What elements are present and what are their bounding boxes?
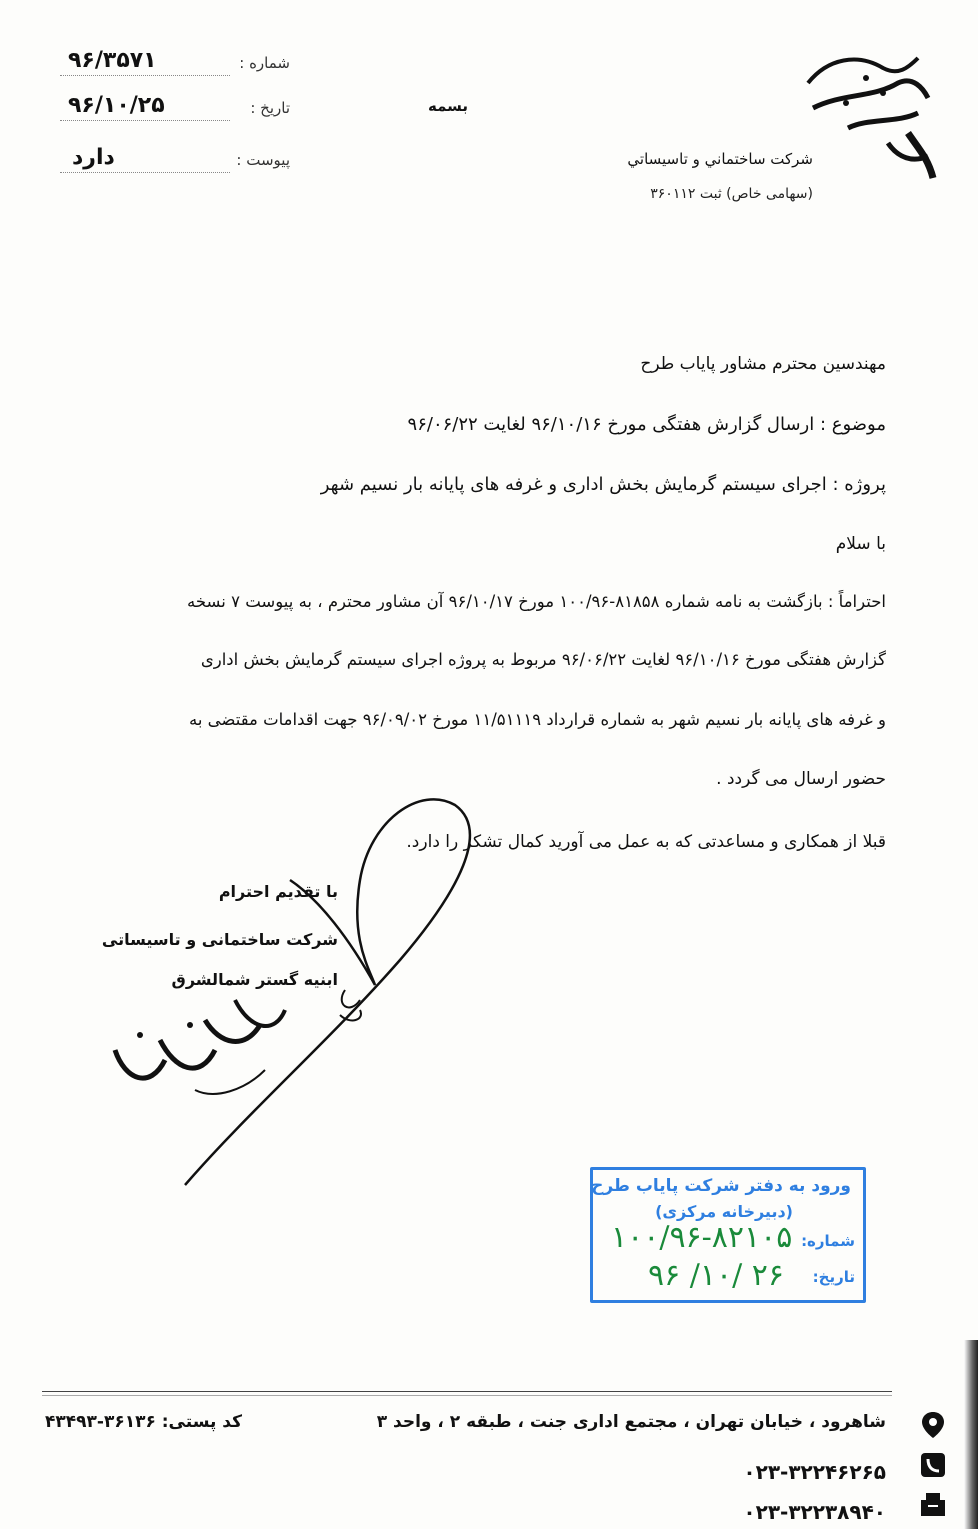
stamp-date-value: ۹۶ /۱۰/ ۲۶ [648, 1258, 784, 1293]
attachment-dotted-line [60, 172, 230, 173]
stamp-number-value: ۱۰۰/۹۶-۸۲۱۰۵ [611, 1220, 793, 1255]
number-label: شماره : [239, 54, 290, 72]
footer-address: شاهرود ، خیابان تهران ، مجتمع اداری جنت ، طبقه ۲ ، واحد ۳ [376, 1412, 886, 1432]
date-dotted-line [60, 120, 230, 121]
subject: موضوع : ارسال گزارش هفتگی مورخ ۹۶/۱۰/۱۶ لغایت ۹۶/۰۶/۲۲ [407, 414, 886, 435]
footer-postal-code: کد پستی: ۳۶۱۳۶-۴۳۴۹۳ [45, 1412, 243, 1432]
receipt-stamp [590, 1167, 866, 1303]
letter-date: ۹۶/۱۰/۲۵ [68, 93, 165, 118]
body-line-1: احتراماً : بازگشت به نامه شماره ۸۱۸۵۸-۱۰۰/۹۶ مورخ ۹۶/۱۰/۱۷ آن مشاور محترم ، به پیوست ۷ نسخه [187, 592, 886, 611]
footer-phone-2: ۰۲۳-۳۲۲۳۸۹۴۰ [743, 1500, 886, 1524]
fax-icon [918, 1490, 948, 1520]
body-line-3: و غرفه های پایانه بار نسیم شهر به شماره قرارداد ۱۱/۵۱۱۱۹ مورخ ۹۶/۰۹/۰۲ جهت اقدامات مقتضی به [188, 710, 886, 729]
date-label: تاريخ : [250, 99, 290, 117]
date-row [60, 93, 290, 123]
company-name: شركت ساختماني و تاسيساتي [627, 150, 813, 168]
project: پروژه : اجرای سیستم گرمایش بخش اداری و غرفه های پایانه بار نسیم شهر [320, 474, 886, 495]
number-row [60, 48, 290, 78]
signature-line-1: با تقدیم احترام [218, 882, 338, 901]
footer-divider-secondary [42, 1395, 892, 1396]
greeting: با سلام [835, 534, 886, 554]
scan-edge-artifact [964, 1340, 978, 1529]
company-logo [788, 38, 938, 198]
company-seal [105, 990, 305, 1120]
signature-line-3: ابنیه گستر شمالشرق [171, 970, 338, 989]
body-line-4: حضور ارسال می گردد . [716, 769, 886, 789]
attachment-value: دارد [72, 145, 115, 170]
recipient: مهندسین محترم مشاور پایاب طرح [640, 354, 886, 374]
attachment-label: پيوست : [236, 151, 290, 169]
phone-icon [918, 1450, 948, 1480]
letter-number: ۹۶/۳۵۷۱ [68, 48, 157, 73]
number-dotted-line [60, 75, 230, 76]
footer-divider [42, 1391, 892, 1392]
top-mark: بسمه [428, 97, 469, 115]
stamp-subtitle: (دبیرخانه مرکزی) [655, 1202, 793, 1221]
attachment-row [60, 145, 290, 175]
stamp-date-label: تاریخ: [812, 1268, 855, 1286]
body-line-2: گزارش هفتگی مورخ ۹۶/۱۰/۱۶ لغایت ۹۶/۰۶/۲۲ مربوط به پروژه اجرای سیستم گرمایش بخش اداری [200, 650, 886, 669]
closing-line: قبلا از همکاری و مساعدتی که به عمل می آورید کمال تشکر را دارد. [406, 832, 886, 852]
stamp-title: ورود به دفتر شرکت پایاب طرح [591, 1176, 851, 1196]
company-registration: (سهامی خاص) ثبت ۳۶۰۱۱۲ [650, 186, 813, 202]
signature-line-2: شرکت ساختمانی و تاسیساتی [101, 930, 338, 949]
stamp-number-label: شماره: [801, 1232, 855, 1250]
location-pin-icon [918, 1410, 948, 1440]
footer-phone-1: ۰۲۳-۳۲۲۴۶۲۶۵ [743, 1460, 886, 1484]
